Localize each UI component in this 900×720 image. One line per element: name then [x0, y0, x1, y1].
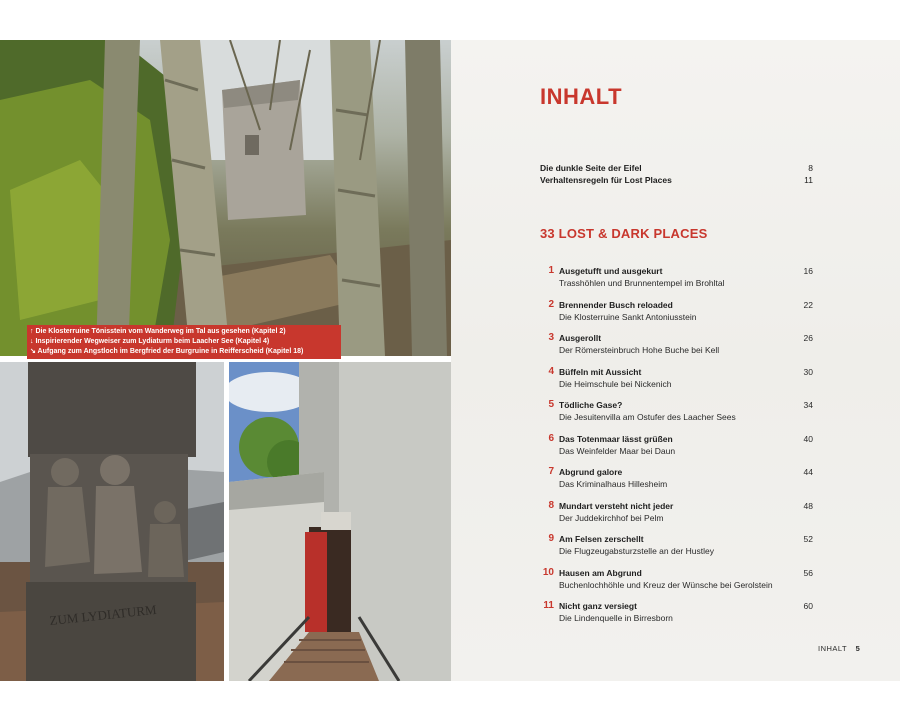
chapter-title: Das Totenmaar lässt grüßen	[559, 433, 673, 444]
chapter-page: 60	[803, 601, 813, 611]
chapter-number: 2	[548, 298, 554, 310]
intro-list	[540, 162, 813, 186]
photo-wegweiser	[0, 362, 224, 681]
chapter-title: Brennender Busch reloaded	[559, 299, 673, 310]
chapter-entry	[540, 398, 813, 432]
footer-page-number: 5	[855, 644, 861, 653]
toc-intro-entry	[540, 162, 813, 174]
chapter-list	[540, 264, 813, 633]
chapter-number: 3	[548, 332, 554, 343]
photo-bergfried	[229, 362, 451, 681]
chapter-page: 40	[803, 433, 813, 444]
chapter-entry	[540, 264, 813, 298]
page-footer	[818, 644, 860, 653]
caption-line: ↘ Aufgang zum Angstloch im Bergfried der Burgruine in Reifferscheid (Kapitel 18)	[30, 348, 304, 355]
chapter-title: Mundart versteht nicht jeder	[559, 500, 674, 511]
chapter-title: Ausgetufft und ausgekurt	[559, 266, 663, 276]
chapter-page: 52	[803, 534, 813, 544]
chapter-number: 1	[548, 265, 554, 276]
book-spread	[0, 40, 900, 681]
tower-entrance-illustration	[229, 362, 451, 681]
chapter-page: 34	[803, 400, 813, 410]
chapter-subtitle: Das Kriminalhaus Hillesheim	[559, 479, 668, 489]
chapter-title: Nicht ganz versiegt	[559, 601, 637, 611]
carved-signpost-illustration	[0, 362, 224, 681]
toc-entry-title: Verhaltensregeln für Lost Places	[540, 175, 672, 185]
chapter-title: Abgrund galore	[559, 467, 623, 477]
chapter-number: 7	[548, 466, 554, 477]
page-title: INHALT	[540, 84, 623, 109]
chapter-subtitle: Der Römersteinbruch Hohe Buche bei Kell	[559, 345, 720, 355]
chapter-entry	[540, 566, 813, 600]
chapter-title: Hausen am Abgrund	[559, 567, 642, 578]
chapter-subtitle: Die Flugzeugabsturzstelle an der Hustley	[559, 546, 714, 556]
chapter-number: 6	[548, 432, 554, 444]
chapter-title: Am Felsen zerschellt	[559, 534, 644, 544]
chapter-number: 8	[548, 499, 554, 511]
chapter-title: Büffeln mit Aussicht	[559, 366, 642, 377]
chapter-subtitle: Die Heimschule bei Nickenich	[559, 378, 672, 389]
chapter-entry	[540, 499, 813, 533]
toc-entry-page: 8	[808, 163, 813, 173]
chapter-title: Ausgerollt	[559, 333, 602, 343]
signpost-inscription: ZUM LYDIATURM	[48, 601, 158, 629]
chapter-number: 10	[542, 566, 554, 578]
chapter-entry	[540, 365, 813, 399]
footer-label: INHALT	[818, 644, 847, 653]
right-page	[451, 40, 900, 681]
caption-line: ↑ Die Klosterruine Tönisstein vom Wanderweg im Tal aus gesehen (Kapitel 2)	[30, 328, 286, 335]
chapter-subtitle: Die Jesuitenvilla am Ostufer des Laacher Sees	[559, 412, 736, 422]
chapter-page: 30	[803, 366, 813, 377]
caption-line: ↓ Inspirierender Wegweiser zum Lydiaturm beim Laacher See (Kapitel 4)	[30, 338, 270, 345]
toc-entry-title: Die dunkle Seite der Eifel	[540, 163, 642, 173]
chapter-entry	[540, 432, 813, 466]
chapter-title: Tödliche Gase?	[559, 400, 623, 410]
chapter-number: 9	[548, 533, 554, 544]
chapter-entry	[540, 599, 813, 633]
chapter-subtitle: Der Juddekirchhof bei Pelm	[559, 512, 664, 523]
chapter-subtitle: Trasshöhlen und Brunnentempel im Brohltal	[559, 278, 725, 288]
chapter-page: 22	[803, 299, 813, 310]
forest-ruin-illustration	[0, 40, 451, 356]
chapter-number: 5	[548, 399, 554, 410]
chapter-number: 11	[543, 600, 554, 611]
chapter-subtitle: Die Klosterruine Sankt Antoniusstein	[559, 311, 697, 322]
chapter-entry	[540, 298, 813, 332]
chapter-page: 56	[803, 567, 813, 578]
chapter-page: 44	[803, 467, 813, 477]
chapter-subtitle: Buchenlochhöhle und Kreuz der Wünsche bei Gerolstein	[559, 579, 773, 590]
section-heading: 33 LOST & DARK PLACES	[540, 226, 708, 241]
photo-caption-box	[27, 325, 341, 359]
chapter-entry	[540, 331, 813, 365]
chapter-subtitle: Die Lindenquelle in Birresborn	[559, 613, 673, 623]
chapter-entry	[540, 465, 813, 499]
chapter-number: 4	[548, 365, 554, 377]
toc-entry-page: 11	[804, 175, 813, 185]
left-page	[0, 40, 451, 681]
photo-klosterruine	[0, 40, 451, 356]
chapter-page: 48	[803, 500, 813, 511]
chapter-page: 16	[803, 266, 813, 276]
toc-intro-entry	[540, 174, 813, 186]
chapter-subtitle: Das Weinfelder Maar bei Daun	[559, 445, 676, 456]
chapter-page: 26	[803, 333, 813, 343]
chapter-entry	[540, 532, 813, 566]
